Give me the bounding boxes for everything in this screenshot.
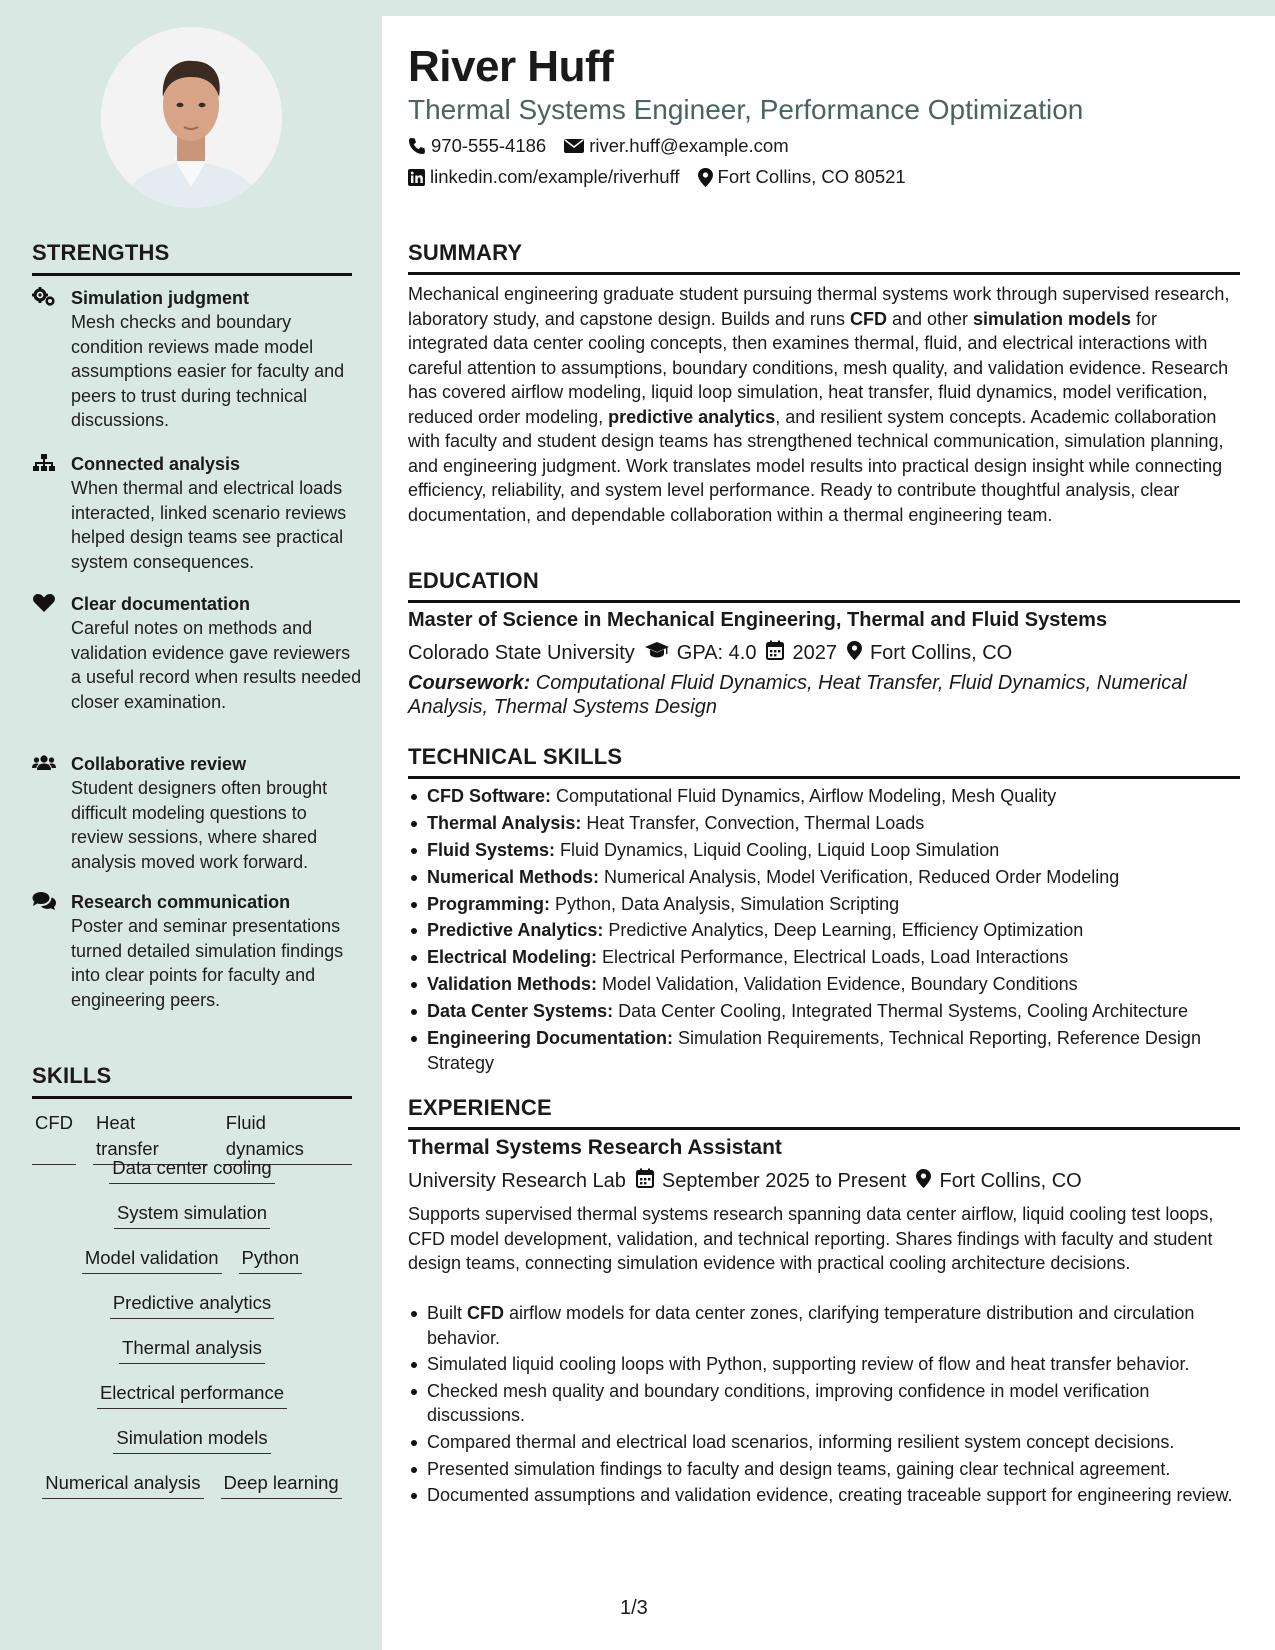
technical-skills-list: [408, 784, 1240, 1077]
strength-desc: Poster and seminar presentations turned detailed simulation findings into clear points for faculty and engineering peers.: [71, 916, 344, 1010]
map-pin-icon: [916, 1169, 931, 1194]
users-icon: [32, 753, 56, 773]
list-item: Presented simulation findings to faculty and design teams, gaining clear technical agreement.: [408, 1457, 1240, 1482]
education-meta: [408, 640, 1012, 666]
experience-summary: Supports supervised thermal systems research spanning data center airflow, liquid cooling test loops, CFD model development, validation, and technical reporting. Shares findings with faculty and student design teams, connecting simulation evidence with practical cooling architecture decisions.: [408, 1204, 1214, 1273]
strength-title: Collaborative review: [71, 754, 247, 774]
education-location: Fort Collins, CO: [869, 641, 1013, 664]
list-item: Validation Methods: Model Validation, Validation Evidence, Boundary Conditions: [408, 972, 1240, 997]
location-text: Fort Collins, CO 80521: [717, 166, 906, 187]
list-item: Fluid Systems: Fluid Dynamics, Liquid Cooling, Liquid Loop Simulation: [408, 838, 1240, 863]
list-item: Compared thermal and electrical load scenarios, informing resilient system concept decisions.: [408, 1430, 1240, 1455]
strength-desc: Student designers often brought difficult modeling questions to review sessions, where shared analysis moved work forward.: [71, 778, 328, 872]
experience-meta: [408, 1168, 1082, 1194]
calendar-icon: [766, 640, 784, 666]
comments-icon: [32, 891, 56, 911]
technical-skills-heading: TECHNICAL SKILLS: [408, 744, 1240, 779]
phone-number: 970-555-4186: [431, 135, 547, 156]
coursework: Coursework: Computational Fluid Dynamics, Heat Transfer, Fluid Dynamics, Numerical Analysis, Thermal Systems Design: [408, 672, 1187, 718]
list-item: CFD Software: Computational Fluid Dynamics, Airflow Modeling, Mesh Quality: [408, 784, 1240, 809]
list-item: Documented assumptions and validation evidence, creating traceable support for engineering review.: [408, 1483, 1240, 1508]
linkedin-item: [408, 166, 680, 188]
list-item: Predictive Analytics: Predictive Analytics, Deep Learning, Efficiency Optimization: [408, 918, 1240, 943]
calendar-icon: [636, 1168, 654, 1194]
gpa: GPA: 4.0: [676, 641, 757, 664]
strength-item: [32, 592, 362, 714]
list-item: Engineering Documentation: Simulation Requirements, Technical Reporting, Reference Design Strategy: [408, 1026, 1240, 1075]
strength-item: [32, 890, 362, 1012]
candidate-name: River Huff: [408, 42, 614, 91]
gears-icon: [32, 287, 56, 307]
linkedin-url[interactable]: linkedin.com/example/riverhuff: [430, 166, 680, 187]
strength-item: [32, 752, 362, 874]
page-number: 1/3: [620, 1597, 648, 1619]
skill-tag: Data center cooling: [109, 1155, 274, 1184]
skill-tag: Electrical performance: [97, 1380, 287, 1409]
strength-title: Research communication: [71, 892, 291, 912]
skill-row: [32, 1425, 352, 1454]
strength-desc: Careful notes on methods and validation evidence gave reviewers a useful record when results needed closer examination.: [71, 618, 362, 712]
organization: University Research Lab: [408, 1169, 626, 1192]
heart-icon: [32, 593, 56, 613]
list-item: Data Center Systems: Data Center Cooling, Integrated Thermal Systems, Cooling Architecture: [408, 999, 1240, 1024]
skill-row: [32, 1245, 352, 1274]
location-item: [698, 166, 906, 188]
list-item: Built CFD airflow models for data center zones, clarifying temperature distribution and circulation behavior.: [408, 1301, 1240, 1350]
list-item: Electrical Modeling: Electrical Performance, Electrical Loads, Load Interactions: [408, 945, 1240, 970]
phone-item: [408, 135, 546, 157]
list-item: Programming: Python, Data Analysis, Simulation Scripting: [408, 892, 1240, 917]
strength-desc: Mesh checks and boundary condition reviews made model assumptions easier for faculty and peers to trust during technical discussions.: [71, 312, 345, 431]
strength-title: Connected analysis: [71, 454, 241, 474]
graduation-cap-icon: [645, 641, 669, 665]
strength-item: [32, 286, 362, 433]
skill-tag: System simulation: [114, 1200, 270, 1229]
strength-item: [32, 452, 362, 574]
map-pin-icon: [698, 168, 713, 187]
graduation-year: 2027: [792, 641, 837, 664]
skill-tag: Model validation: [82, 1245, 222, 1274]
skill-tag: CFD: [32, 1110, 76, 1165]
list-item: Numerical Methods: Numerical Analysis, Model Verification, Reduced Order Modeling: [408, 865, 1240, 890]
skill-tag: Deep learning: [221, 1470, 342, 1499]
summary-heading: SUMMARY: [408, 240, 1240, 275]
skill-tag: Thermal analysis: [119, 1335, 265, 1364]
headline: Thermal Systems Engineer, Performance Optimization: [408, 94, 1084, 125]
degree-title: Master of Science in Mechanical Engineering, Thermal and Fluid Systems: [408, 609, 1108, 631]
skill-row: [32, 1290, 352, 1319]
skill-tag: Python: [239, 1245, 303, 1274]
strength-title: Simulation judgment: [71, 288, 249, 308]
skill-tag: Numerical analysis: [42, 1470, 203, 1499]
email-address[interactable]: river.huff@example.com: [589, 135, 789, 156]
contact-line: [408, 135, 789, 157]
job-title: Thermal Systems Research Assistant: [408, 1136, 782, 1159]
strength-desc: When thermal and electrical loads interacted, linked scenario reviews helped design teams see practical system consequences.: [71, 478, 347, 572]
skill-row: [32, 1155, 352, 1184]
experience-bullets: [408, 1301, 1240, 1510]
envelope-icon: [564, 138, 584, 154]
top-band: [0, 0, 1275, 16]
skill-row: [32, 1200, 352, 1229]
contact-line: [408, 166, 906, 188]
job-dates: September 2025 to Present: [661, 1169, 907, 1192]
strengths-heading: STRENGTHS: [32, 240, 352, 276]
school-name: Colorado State University: [408, 641, 635, 664]
list-item: Checked mesh quality and boundary conditions, improving confidence in model verification discussions.: [408, 1379, 1240, 1428]
list-item: Thermal Analysis: Heat Transfer, Convection, Thermal Loads: [408, 811, 1240, 836]
linkedin-icon: [408, 169, 425, 186]
skill-row: [32, 1335, 352, 1364]
summary-text: Mechanical engineering graduate student pursuing thermal systems work through supervised research, laboratory study, and capstone design. Builds and runs CFD and other simulation models for integrated data center cooling concepts, then examines thermal, fluid, and electrical interactions with careful attention to assumptions, boundary conditions, mesh quality, and validation evidence. Research has covered airflow modeling, liquid loop simulation, heat transfer, fluid dynamics, model verification, reduced order modeling, predictive analytics, and resilient system concepts. Academic collaboration with faculty and student design teams has strengthened technical communication, simulation planning, and engineering judgment. Work translates model results into practical design insight while connecting efficiency, reliability, and system level performance. Ready to contribute thoughtful analysis, clear documentation, and dependable collaboration within a thermal engineering team.: [408, 284, 1230, 525]
skills-heading: SKILLS: [32, 1063, 352, 1099]
skill-row: [32, 1470, 352, 1499]
skill-tag: Fluid dynamics: [223, 1110, 352, 1165]
education-heading: EDUCATION: [408, 568, 1240, 603]
strength-title: Clear documentation: [71, 594, 251, 614]
skill-tag: Predictive analytics: [110, 1290, 274, 1319]
experience-heading: EXPERIENCE: [408, 1095, 1240, 1130]
phone-icon: [408, 137, 426, 155]
profile-photo: [101, 27, 282, 208]
skill-row: [32, 1380, 352, 1409]
job-location: Fort Collins, CO: [939, 1169, 1082, 1192]
list-item: Simulated liquid cooling loops with Python, supporting review of flow and heat transfer behavior.: [408, 1352, 1240, 1377]
sitemap-icon: [32, 453, 56, 473]
skill-tag: Heat transfer: [93, 1110, 206, 1165]
skill-tag: Simulation models: [113, 1425, 270, 1454]
email-item: [564, 135, 788, 157]
map-pin-icon: [847, 641, 862, 666]
